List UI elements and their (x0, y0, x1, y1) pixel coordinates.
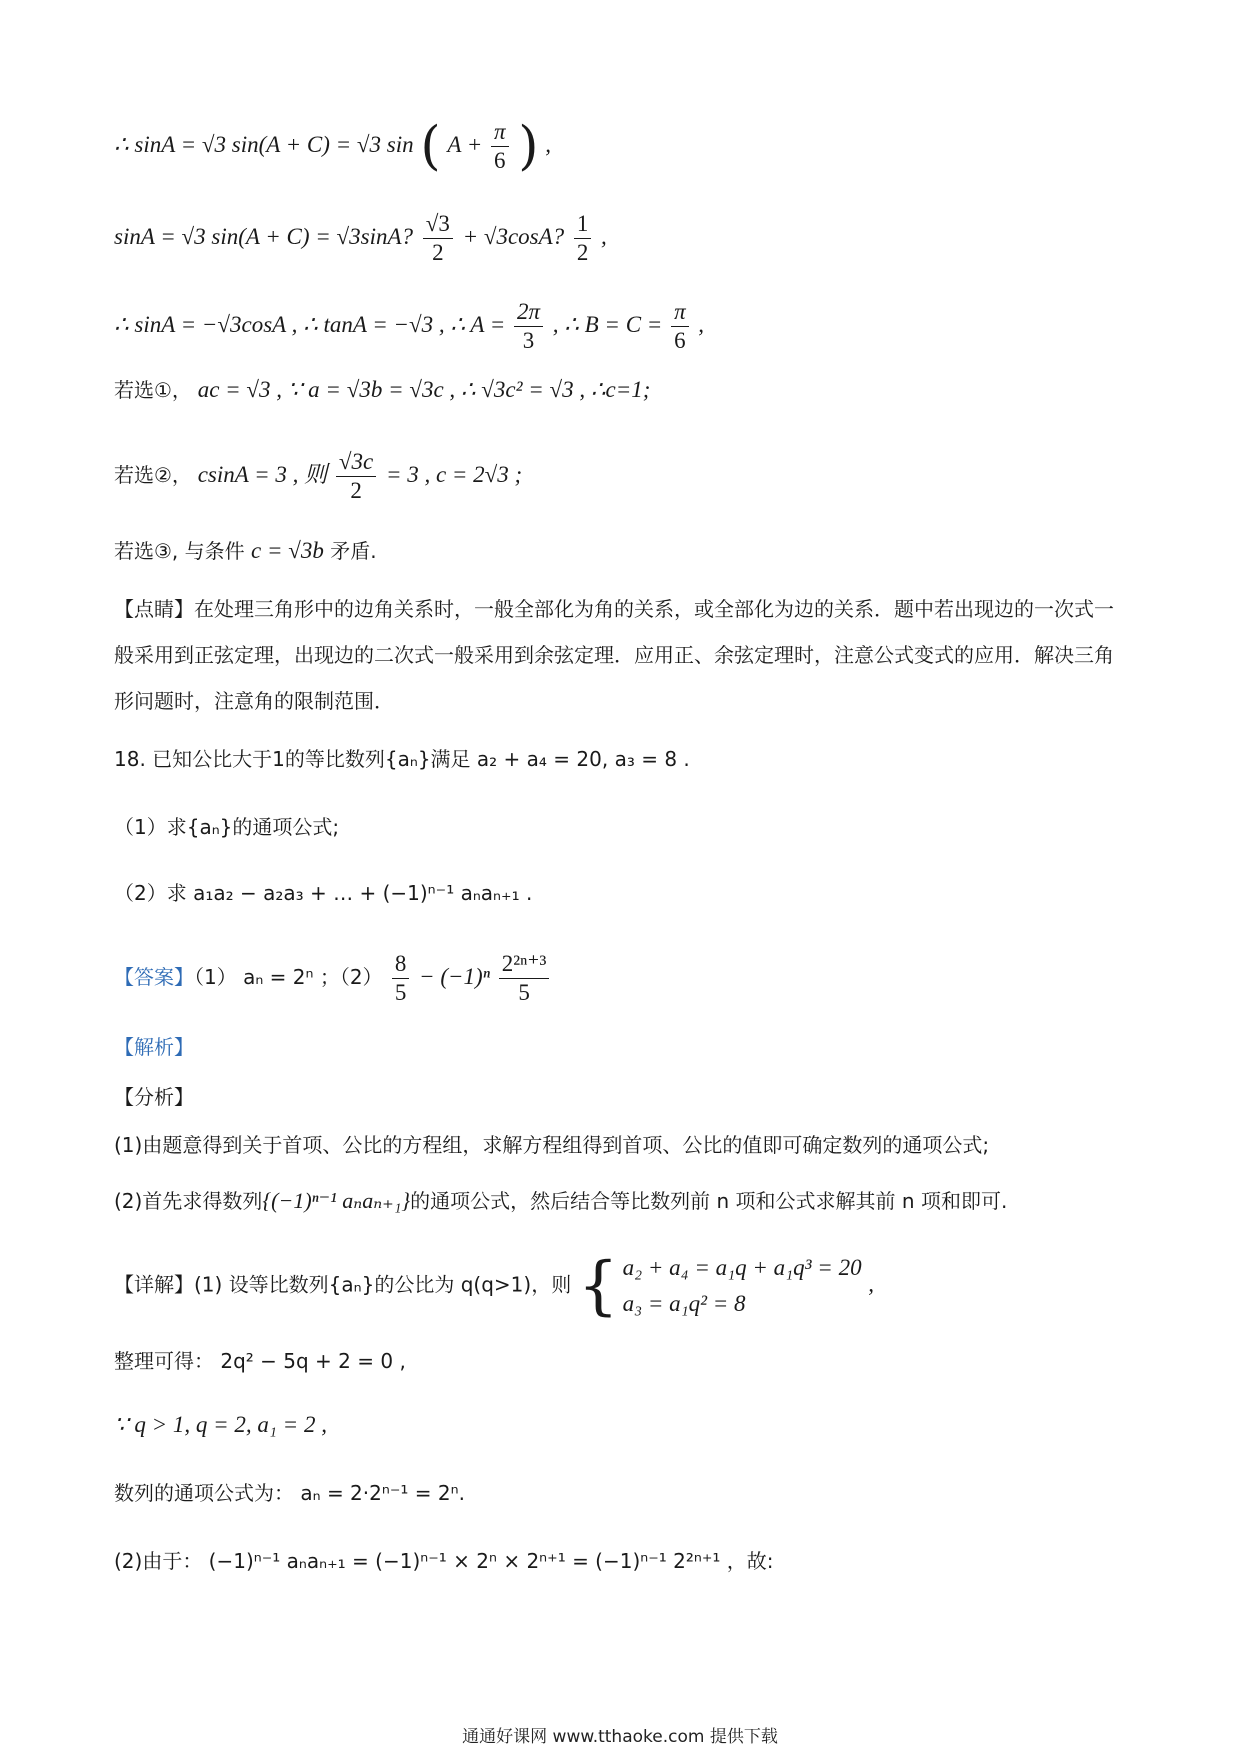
analysis-2-set: {(−1)ⁿ⁻¹ aₙaₙ₊₁} (262, 1188, 411, 1213)
question-18-part-2: （2）求 a₁a₂ − a₂a₃ + … + (−1)ⁿ⁻¹ aₙaₙ₊₁ . (114, 881, 533, 905)
eq1-tail: , (545, 132, 551, 157)
fraction-sqrt3c-2: $\frac{√3c}{2}$ (336, 448, 376, 505)
since-line: ∵ q > 1, q = 2, a₁ = 2 , (114, 1412, 327, 1437)
right-paren: ) (518, 116, 539, 177)
detail-text: (1) 设等比数列{aₙ}的公比为 q(q>1)，则 (194, 1272, 572, 1297)
general-term-line: 数列的通项公式为： aₙ = 2·2ⁿ⁻¹ = 2ⁿ. (114, 1481, 465, 1505)
case-1-label: 若选①， (114, 378, 192, 402)
fraction-1-2: $\frac{1}{2}$ (574, 210, 592, 267)
equation-line-3 (114, 298, 704, 355)
analysis-1: (1)由题意得到关于首项、公比的方程组，求解方程组得到首项、公比的值即可确定数列的通项公式; (114, 1133, 990, 1157)
answer-tag: 【答案】 (114, 965, 194, 989)
question-18-stem: 18. 已知公比大于1的等比数列{aₙ}满足 a₂ + a₄ = 20, a₃ = 8 . (114, 747, 690, 771)
eq3-tail: , (698, 312, 705, 337)
zhengli-line: 整理可得： 2q² − 5q + 2 = 0 , (114, 1349, 406, 1373)
fraction-2pi-3: $\frac{2\pi}{3}$ (514, 298, 543, 355)
system-eq-1: a₂ + a₄ = a₁q + a₁q³ = 20 (622, 1255, 862, 1280)
fraction-2pow-5: $\frac{\text{2²ⁿ⁺³}}{5}$ (499, 950, 550, 1007)
part-2-line: (2)由于： (−1)ⁿ⁻¹ aₙaₙ₊₁ = (−1)ⁿ⁻¹ × 2ⁿ × 2ⁿ⁺¹ = (−1)ⁿ⁻¹ 2²ⁿ⁺¹ ，故: (114, 1549, 774, 1573)
case-2-math-a: csinA = 3 , 则 (191, 462, 333, 487)
question-18-part-1: （1）求{aₙ}的通项公式; (114, 815, 340, 839)
eq1-inner: A + (447, 132, 488, 157)
case-3-math: c = √3b (251, 538, 324, 563)
case-3-tail: 矛盾. (323, 539, 377, 563)
case-3-label: 若选③, 与条件 (114, 539, 252, 563)
eq2-text: sinA = √3 sin(A + C) = √3sinA? (114, 224, 414, 249)
fraction-pi-6-b: $\frac{\pi}{6}$ (671, 298, 689, 355)
analysis-2: (2)首先求得数列{(−1)ⁿ⁻¹ aₙaₙ₊₁}的通项公式，然后结合等比数列前 n 项和公式求解其前 n 项和即可. (114, 1188, 1008, 1213)
fenxi-heading: 【分析】 (114, 1085, 194, 1109)
left-paren: ( (420, 116, 441, 177)
eq2-tail: , (601, 224, 607, 249)
case-2-math-b: = 3 , c = 2√3 ; (385, 462, 523, 487)
answer-line (114, 950, 552, 1007)
fraction-pi-6: $\frac{\pi}{6}$ (491, 118, 509, 175)
eq3-part-b: , ∴ B = C = (552, 312, 669, 337)
eq3-part-a: ∴ sinA = −√3cosA , ∴ tanA = −√3 , ∴ A = (114, 312, 512, 337)
case-1-math: ac = √3 , ∵ a = √3b = √3c , ∴ √3c² = √3 , ∴c=1; (191, 377, 651, 402)
system-brace: { (577, 1249, 619, 1323)
footer-source: 通通好课网 www.tthaoke.com 提供下载 (462, 1727, 778, 1747)
case-2-line (114, 448, 522, 505)
equation-line-1 (114, 118, 551, 175)
detail-line (114, 1250, 874, 1322)
case-3-line (114, 536, 377, 566)
equation-system (578, 1250, 862, 1322)
answer-part-1: （1） aₙ = 2ⁿ ；（2） (194, 965, 389, 989)
equation-line-2 (114, 210, 607, 267)
case-2-label: 若选②， (114, 463, 192, 487)
detail-tail: , (868, 1271, 875, 1297)
eq2-mid: + √3cosA? (462, 224, 565, 249)
detail-tag: 【详解】 (114, 1272, 194, 1297)
case-1-line (114, 375, 650, 405)
fraction-sqrt3-2: $\frac{√3}{2}$ (423, 210, 453, 267)
jiexi-heading: 【解析】 (114, 1035, 194, 1059)
dianjing-paragraph: 【点睛】在处理三角形中的边角关系时，一般全部化为角的关系，或全部化为边的关系．题中若出现边的一次式一般采用到正弦定理，出现边的二次式一般采用到余弦定理．应用正、余弦定理时，注意公式变式的应用．解决三角形问题时，注意角的限制范围． (114, 597, 1114, 713)
answer-mid: − (−1)ⁿ (419, 964, 496, 989)
system-eq-2: a₃ = a₁q² = 8 (622, 1291, 746, 1316)
fraction-8-5: $\frac{8}{5}$ (392, 950, 410, 1007)
eq1-text: ∴ sinA = √3 sin(A + C) = √3 sin (114, 132, 414, 157)
